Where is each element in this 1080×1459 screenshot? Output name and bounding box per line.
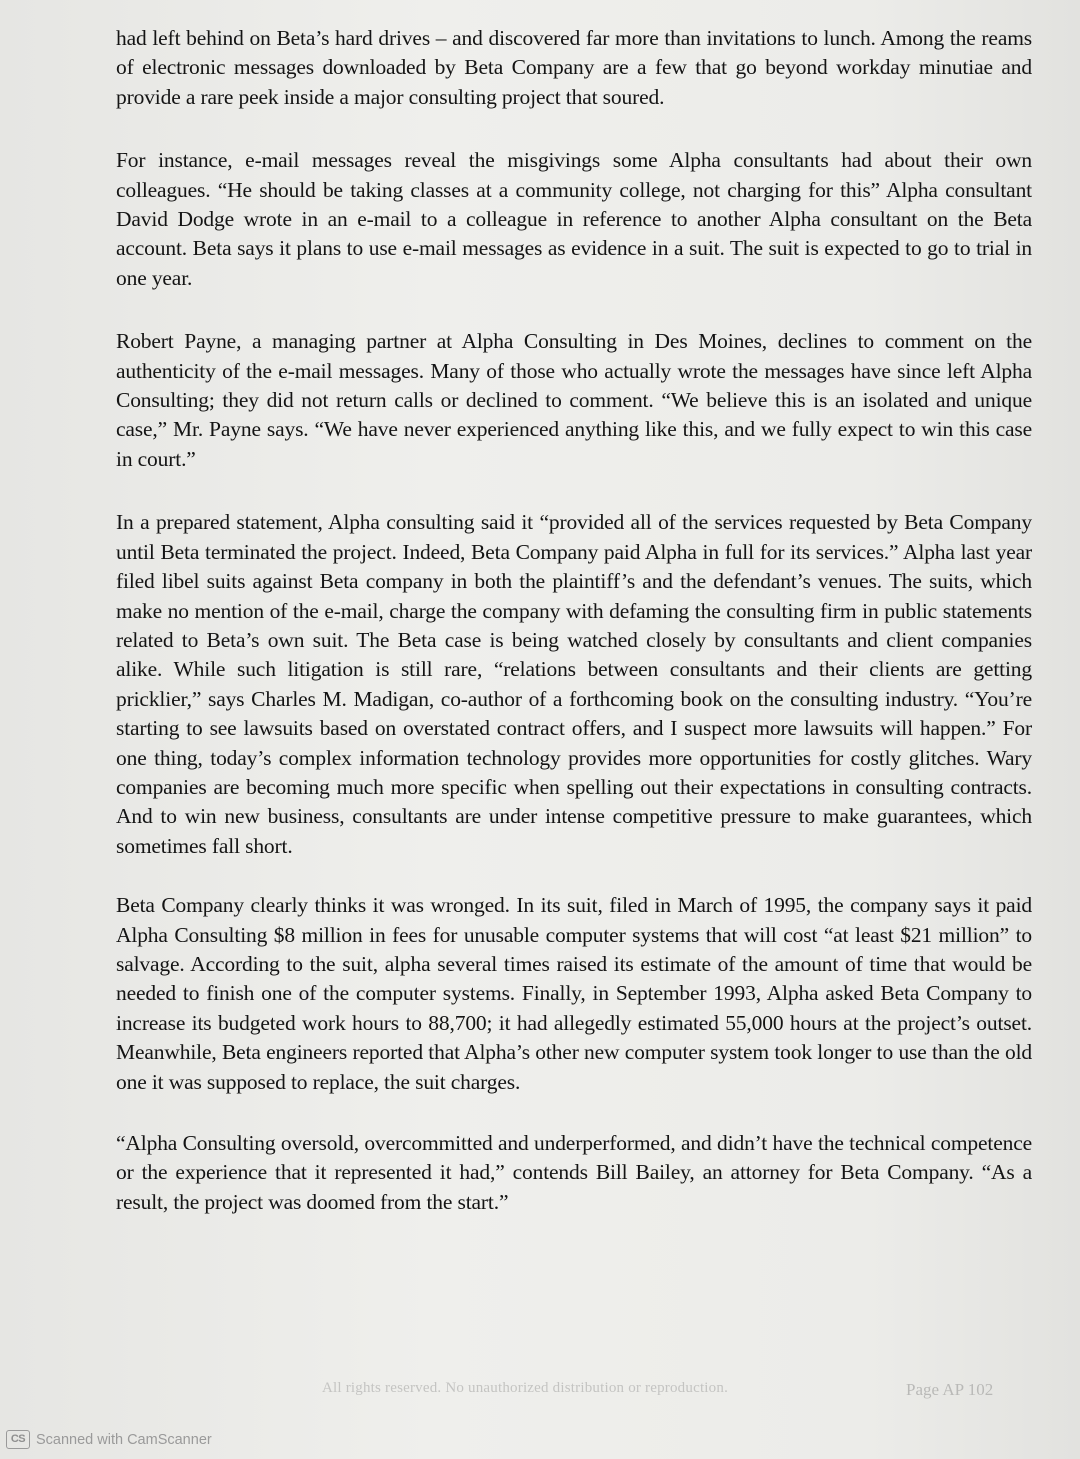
paragraph-3: Robert Payne, a managing partner at Alpha Consulting in Des Moines, declines to comment on the authenticity of the e-mail messages. Many of those who actually wrote the messages have since left Alpha Consulting; they did not return calls or declined to comment. “We believe this is an isolated and unique case,” Mr. Payne says. “We have never experienced anything like this, and we fully expect to win this case in court.” [116, 329, 1032, 471]
footer-page-number: Page AP 102 [906, 1380, 994, 1399]
paragraph-6: “Alpha Consulting oversold, overcommitted and underperformed, and didn’t have the technical competence or the experience that it represented it had,” contends Bill Bailey, an attorney for Beta Company. “As a result, the project was doomed from the start.” [116, 1131, 1032, 1214]
paragraph-2: For instance, e-mail messages reveal the misgivings some Alpha consultants had about their own colleagues. “He should be taking classes at a community college, not charging for this” Alpha consultant David Dodge wrote in an e-mail to a colleague in reference to another Alpha consultant on the Beta account. Beta says it plans to use e-mail messages as evidence in a suit. The suit is expected to go to trial in one year. [116, 148, 1032, 290]
footer-rights-notice: All rights reserved. No unauthorized distribution or reproduction. [322, 1380, 729, 1396]
paragraph-1: had left behind on Beta’s hard drives – and discovered far more than invitations to lunch. Among the reams of electronic messages downloaded by Beta Company are a few that go beyond workday minutiae and provide a rare peek inside a major consulting project that soured. [116, 26, 1032, 109]
camscanner-watermark [6, 1430, 212, 1449]
paragraph-5: Beta Company clearly thinks it was wronged. In its suit, filed in March of 1995, the company says it paid Alpha Consulting $8 million in fees for unusable computer systems that will cost “at least $21 million” to salvage. According to the suit, alpha several times raised its estimate of the amount of time that would be needed to finish one of the computer systems. Finally, in September 1993, Alpha asked Beta Company to increase its budgeted work hours to 88,700; it had allegedly estimated 55,000 hours at the project’s outset. Meanwhile, Beta engineers reported that Alpha’s other new computer system took longer to use than the old one it was supposed to replace, the suit charges. [116, 893, 1032, 1094]
article-body [116, 24, 1032, 1245]
paragraph-4: In a prepared statement, Alpha consulting said it “provided all of the services requested by Beta Company until Beta terminated the project. Indeed, Beta Company paid Alpha in full for its services.” Alpha last year filed libel suits against Beta company in both the plaintiff’s and the defendant’s venues. The suits, which make no mention of the e-mail, charge the company with defaming the consulting firm in public statements related to Beta’s own suit. The Beta case is being watched closely by consultants and client companies alike. While such litigation is still rare, “relations between consultants and their clients are getting pricklier,” says Charles M. Madigan, co-author of a forthcoming book on the consulting industry. “You’re starting to see lawsuits based on overstated contract offers, and I suspect more lawsuits will happen.” For one thing, today’s complex information technology provides more opportunities for costly glitches. Wary companies are becoming much more specific when spelling out their expectations in consulting contracts. And to win new business, consultants are under intense competitive pressure to make guarantees, which sometimes fall short. [116, 510, 1032, 858]
camscanner-logo-icon: CS [6, 1430, 30, 1449]
watermark-text: Scanned with CamScanner [36, 1431, 212, 1448]
